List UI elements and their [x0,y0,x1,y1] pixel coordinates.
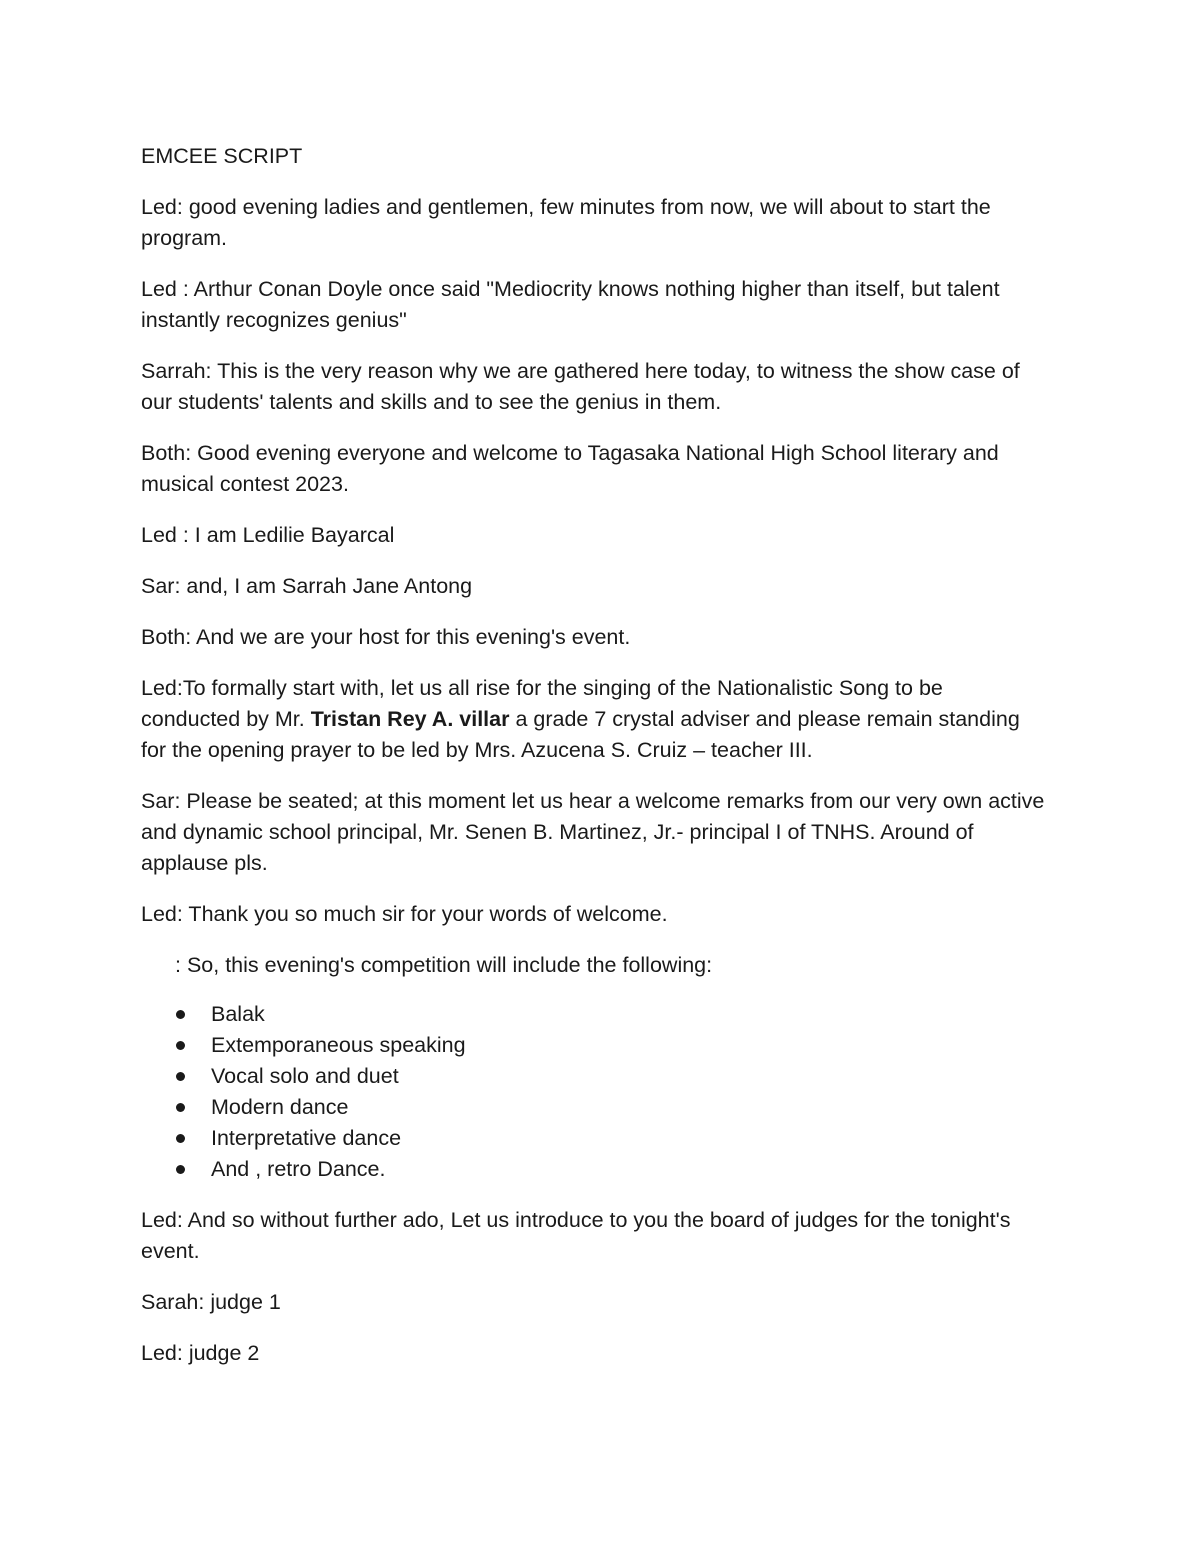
script-line: Led : I am Ledilie Bayarcal [141,523,395,547]
anthem-text-before: Led:To formally start with, let us all rise for the singing of the Nationalistic Song to be conducted by Mr. [141,676,943,731]
script-line: Both: And we are your host for this evening's event. [141,625,631,649]
anthem-text-after: a grade 7 crystal adviser and please remain standing for the opening prayer to be led by Mrs. Azucena S. Cruiz – teacher III. [141,707,1020,762]
bullet-icon [176,1165,185,1174]
bullet-icon [176,1010,185,1019]
script-line: Led: judge 2 [141,1341,260,1365]
script-line: Led: Thank you so much sir for your words of welcome. [141,902,668,926]
conductor-name: Tristan Rey A. villar [310,707,510,731]
script-line: Led : Arthur Conan Doyle once said "Mediocrity knows nothing higher than itself, but talent instantly recognizes genius" [141,277,1000,332]
bullet-icon [176,1103,185,1112]
script-line: Sar: Please be seated; at this moment let us hear a welcome remarks from our very own active and dynamic school principal, Mr. Senen B. Martinez, Jr.- principal I of TNHS. Around of applause pls. [141,789,1045,875]
script-line: Sarah: judge 1 [141,1290,281,1314]
script-line: Led: And so without further ado, Let us introduce to you the board of judges for the tonight's event. [141,1208,1011,1263]
script-line: Both: Good evening everyone and welcome to Tagasaka National High School literary and musical contest 2023. [141,441,999,496]
script-line: Sar: and, I am Sarrah Jane Antong [141,574,473,598]
list-item: Extemporaneous speaking [141,1030,1046,1061]
list-item: Balak [141,999,1046,1030]
script-line: Sarrah: This is the very reason why we are gathered here today, to witness the show case of our students' talents and skills and to see the genius in them. [141,359,1020,414]
bullet-icon [176,1041,185,1050]
list-intro: : So, this evening's competition will include the following: [175,953,713,977]
anthem-line [141,673,1046,766]
competition-list [141,999,1046,1185]
list-item: Interpretative dance [141,1123,1046,1154]
script-line: Led: good evening ladies and gentlemen, few minutes from now, we will about to start the program. [141,195,991,250]
document-title: EMCEE SCRIPT [141,144,303,168]
list-item: Vocal solo and duet [141,1061,1046,1092]
bullet-icon [176,1134,185,1143]
document-body [141,141,1046,1389]
bullet-icon [176,1072,185,1081]
list-item: Modern dance [141,1092,1046,1123]
list-item: And , retro Dance. [141,1154,1046,1185]
